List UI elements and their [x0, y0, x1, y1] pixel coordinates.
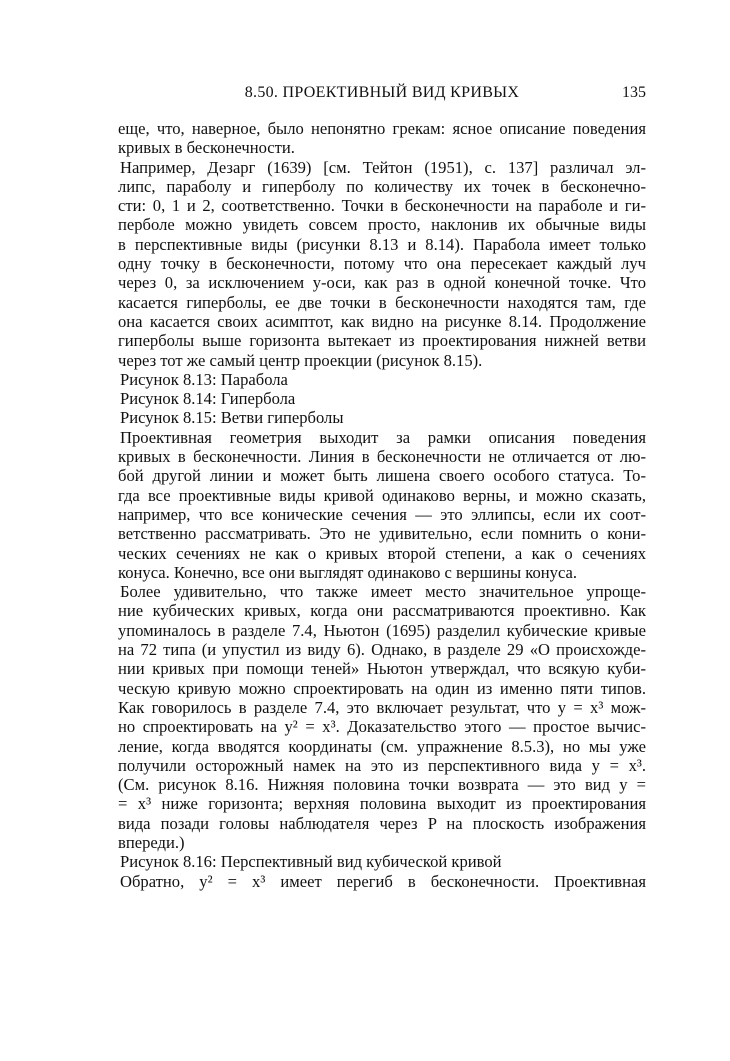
text-line: перболе можно увидеть совсем просто, наклонив их обычные виды — [118, 215, 646, 235]
text-line: бой другой линии и может быть лишена своего особого статуса. То- — [118, 466, 646, 486]
text-line: вида позади головы наблюдателя через P на плоскость изображения — [118, 813, 646, 833]
text-line: через 0, за исключением y-оси, как раз в одной конечной точке. Что — [118, 273, 646, 293]
text-line: нии кривых при помощи теней» Ньютон утверждал, что всякую куби- — [118, 659, 646, 679]
section-title: 8.50. ПРОЕКТИВНЫЙ ВИД КРИВЫХ — [244, 84, 520, 101]
text-line: ление, когда вводятся координаты (см. упражнение 8.5.3), но мы уже — [118, 736, 646, 756]
text-line: ветственно рассматривать. Это не удивительно, если помнить о кони- — [118, 524, 646, 544]
text-line: например, что все конические сечения — это эллипсы, если их соот- — [118, 504, 646, 524]
text-line: Проективная геометрия выходит за рамки описания поведения — [120, 427, 646, 447]
text-line: Например, Дезарг (1639) [см. Тейтон (1951), с. 137] различал эл- — [120, 157, 646, 177]
text-line: касается гиперболы, ее две точки в бесконечности находятся там, где — [118, 292, 646, 312]
text-line: одну точку в бесконечности, потому что она пересекает каждый луч — [118, 254, 646, 274]
text-line: ческих сечениях не как о кривых второй степени, а как о сечениях — [118, 543, 646, 563]
text-line: Рисунок 8.15: Ветви гиперболы — [120, 408, 344, 428]
text-line: на 72 типа (и упустил из виду 6). Однако, в разделе 29 «О происхожде- — [118, 640, 646, 660]
text-line: Более удивительно, что также имеет место значительное упроще- — [120, 582, 646, 602]
text-line: Рисунок 8.16: Перспективный вид кубической кривой — [120, 852, 502, 872]
text-line: кривых в бесконечности. Линия в бесконечности не отличается от лю- — [118, 447, 646, 467]
text-line: но спроектировать на y² = x³. Доказательство этого — простое вычис- — [118, 717, 646, 737]
text-line: она касается своих асимптот, как видно на рисунке 8.14. Продолжение — [118, 311, 646, 331]
page-number: 135 — [622, 84, 646, 101]
text-line: через тот же самый центр проекции (рисунок 8.15). — [118, 350, 483, 370]
text-line: гиперболы выше горизонта вытекает из проектирования нижней ветви — [118, 331, 646, 351]
text-line: Рисунок 8.14: Гипербола — [120, 389, 296, 409]
text-line: ние кубических кривых, когда они рассматриваются проективно. Как — [118, 601, 646, 621]
text-line: еще, что, наверное, было непонятно грекам: ясное описание поведения — [118, 119, 646, 138]
text-line: получили осторожный намек на это из перспективного вида y = x³. — [118, 755, 646, 775]
text-line: Рисунок 8.13: Парабола — [120, 369, 288, 389]
text-line: Как говорилось в разделе 7.4, это включает результат, что y = x³ мож- — [118, 697, 646, 717]
text-line: Обратно, y² = x³ имеет перегиб в бесконечности. Проективная — [120, 871, 646, 891]
running-header — [118, 84, 646, 106]
text-line: липс, параболу и гиперболу по количеству их точек в бесконечно- — [118, 176, 646, 196]
text-line: кривых в бесконечности. — [118, 138, 295, 158]
body-text — [118, 119, 646, 891]
text-line: (См. рисунок 8.16. Нижняя половина точки возврата — это вид y = — [118, 775, 646, 795]
text-line: сти: 0, 1 и 2, соответственно. Точки в бесконечности на параболе и ги- — [118, 196, 646, 216]
text-line: гда все проективные виды кривой одинаково верны, и можно сказать, — [118, 485, 646, 505]
text-line: упоминалось в разделе 7.4, Ньютон (1695) разделил кубические кривые — [118, 620, 646, 640]
text-line: = x³ ниже горизонта; верхняя половина выходит из проектирования — [118, 794, 646, 814]
text-line: в перспективные виды (рисунки 8.13 и 8.14). Парабола имеет только — [118, 234, 646, 254]
text-line: ческую кривую можно спроектировать на один из именно пяти типов. — [118, 678, 646, 698]
text-line: впереди.) — [118, 832, 185, 852]
text-line: конуса. Конечно, все они выглядят одинаково с вершины конуса. — [118, 562, 578, 582]
